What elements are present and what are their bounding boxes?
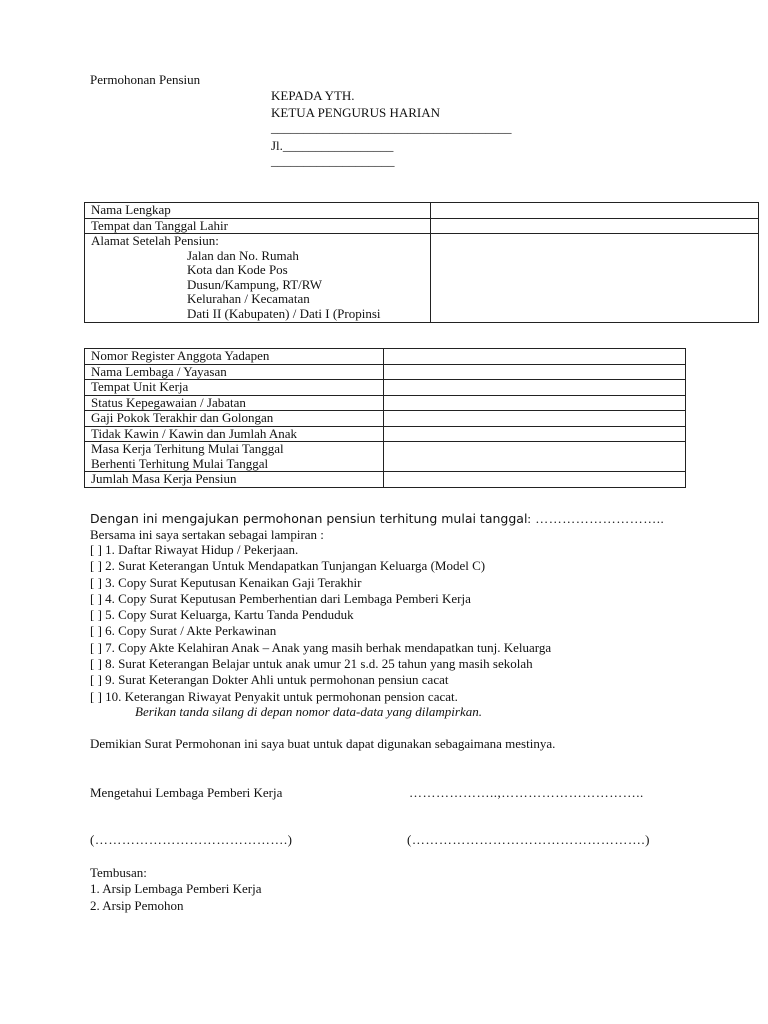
- address-item: Kota dan Kode Pos: [187, 262, 288, 277]
- attachment-list: [90, 542, 551, 705]
- table-row: [85, 442, 686, 472]
- field-value: [384, 364, 686, 380]
- field-label: Nama Lembaga / Yayasan: [85, 364, 384, 380]
- cc-item: 2. Arsip Pemohon: [90, 898, 184, 913]
- table-row: [85, 218, 759, 234]
- field-label: Gaji Pokok Terakhir dan Golongan: [85, 411, 384, 427]
- field-label: Jumlah Masa Kerja Pensiun: [85, 472, 384, 488]
- list-item: [ ] 1. Daftar Riwayat Hidup / Pekerjaan.: [90, 542, 299, 557]
- field-value: [384, 349, 686, 365]
- list-item: [ ] 9. Surat Keterangan Dokter Ahli untuk permohonan pensiun cacat: [90, 672, 449, 688]
- address-heading: Alamat Setelah Pensiun:: [91, 233, 219, 248]
- address-blank: ___________________: [271, 153, 395, 168]
- field-label: Tempat dan Tanggal Lahir: [85, 218, 431, 234]
- field-value: [431, 218, 759, 234]
- field-label: Nama Lengkap: [85, 203, 431, 219]
- employer-acknowledgement-label: Mengetahui Lembaga Pemberi Kerja: [90, 785, 283, 800]
- request-text: Dengan ini mengajukan permohonan pensiun terhitung mulai tanggal: [90, 511, 528, 526]
- personal-info-table: [84, 202, 759, 323]
- employment-info-table: [84, 348, 686, 488]
- list-item: [ ] 7. Copy Akte Kelahiran Anak – Anak yang masih berhak mendapatkan tunj. Keluarga: [90, 639, 552, 655]
- request-statement: [90, 511, 664, 527]
- cc-heading: Tembusan:: [90, 865, 147, 880]
- masa-kerja-start: Masa Kerja Terhitung Mulai Tanggal: [91, 441, 284, 456]
- field-value: [431, 234, 759, 323]
- list-item: [ ] 3. Copy Surat Keputusan Kenaikan Gaji Terakhir: [90, 574, 362, 590]
- field-label: [85, 442, 384, 472]
- table-row: [85, 380, 686, 396]
- field-value: [384, 395, 686, 411]
- employer-signature-line: (…………………………………….): [90, 832, 293, 847]
- field-value: [384, 442, 686, 472]
- field-value: [384, 411, 686, 427]
- list-item: [ ] 8. Surat Keterangan Belajar untuk anak umur 21 s.d. 25 tahun yang masih sekolah: [90, 656, 533, 672]
- table-row: [85, 472, 686, 488]
- attachment-note: Berikan tanda silang di depan nomor data-data yang dilampirkan.: [135, 704, 483, 719]
- table-row: [85, 395, 686, 411]
- field-value: [384, 380, 686, 396]
- field-label: Status Kepegawaian / Jabatan: [85, 395, 384, 411]
- address-jl: Jl._________________: [271, 138, 394, 153]
- field-value: [384, 472, 686, 488]
- field-label: Tidak Kawin / Kawin dan Jumlah Anak: [85, 426, 384, 442]
- addressee-line-1: KEPADA YTH.: [271, 88, 355, 103]
- list-item: [ ] 6. Copy Surat / Akte Perkawinan: [90, 623, 277, 639]
- table-row: [85, 364, 686, 380]
- masa-kerja-end: Berhenti Terhitung Mulai Tanggal: [91, 455, 269, 471]
- table-row: [85, 411, 686, 427]
- list-item: [ ] 10. Keterangan Riwayat Penyakit untuk permohonan pension cacat.: [90, 688, 458, 704]
- request-date-dots: : ………………………..: [527, 511, 665, 526]
- cc-item: 1. Arsip Lembaga Pemberi Kerja: [90, 881, 262, 896]
- field-label: Nomor Register Anggota Yadapen: [85, 349, 384, 365]
- field-value: [431, 203, 759, 219]
- address-item: Kelurahan / Kecamatan: [187, 291, 310, 306]
- document-title: Permohonan Pensiun: [90, 72, 201, 87]
- addressee-blank: _____________________________________: [271, 120, 512, 135]
- field-value: [384, 426, 686, 442]
- addressee-line-2: KETUA PENGURUS HARIAN: [271, 105, 441, 120]
- field-label: Tempat Unit Kerja: [85, 380, 384, 396]
- address-item: Jalan dan No. Rumah: [187, 247, 299, 263]
- table-row: [85, 234, 759, 323]
- list-item: [ ] 5. Copy Surat Keluarga, Kartu Tanda Penduduk: [90, 607, 354, 623]
- applicant-signature-line: (…………………………………………….): [407, 832, 650, 847]
- attachment-intro: Bersama ini saya sertakan sebagai lampiran :: [90, 527, 324, 542]
- address-field-label: [85, 234, 431, 323]
- address-item: Dusun/Kampung, RT/RW: [187, 276, 322, 292]
- list-item: [ ] 2. Surat Keterangan Untuk Mendapatkan Tunjangan Keluarga (Model C): [90, 558, 486, 574]
- place-date-line: ………………..,…………………………..: [409, 785, 644, 800]
- address-item: Dati II (Kabupaten) / Dati I (Propinsi: [187, 305, 381, 321]
- table-row: [85, 349, 686, 365]
- closing-statement: Demikian Surat Permohonan ini saya buat untuk dapat digunakan sebagaimana mestinya.: [90, 736, 556, 751]
- table-row: [85, 426, 686, 442]
- list-item: [ ] 4. Copy Surat Keputusan Pemberhentian dari Lembaga Pemberi Kerja: [90, 590, 471, 606]
- table-row: [85, 203, 759, 219]
